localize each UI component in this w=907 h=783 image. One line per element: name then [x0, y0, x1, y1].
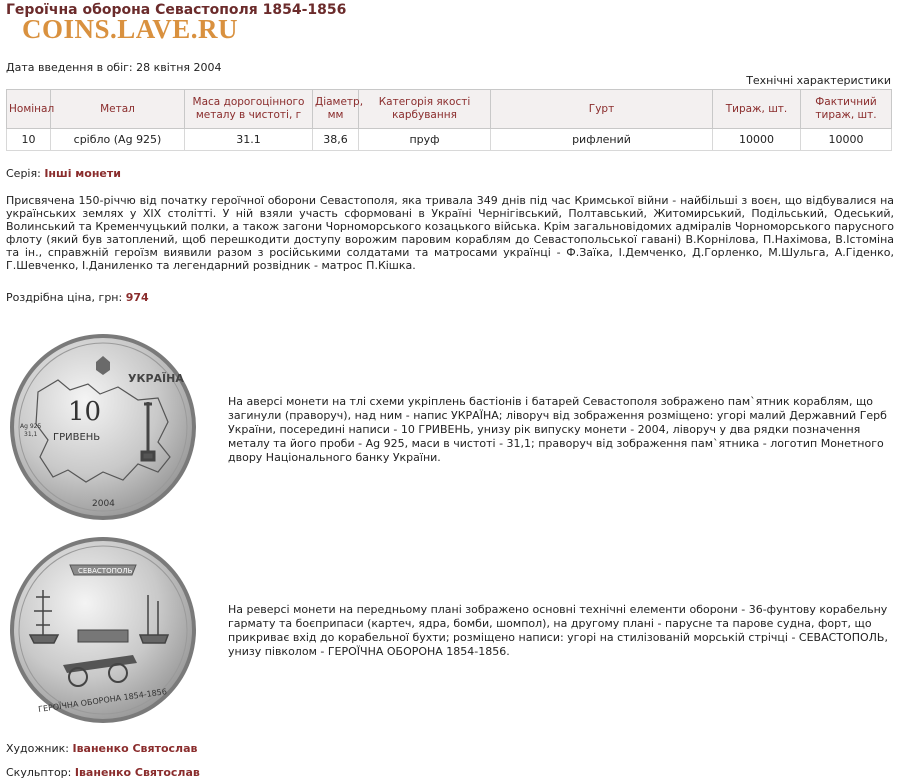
price-label: Роздрібна ціна, грн: [6, 291, 123, 304]
header-nominal: Номінал [7, 90, 51, 129]
table-row [7, 129, 892, 151]
cell-quality: пруф [359, 129, 491, 151]
cell-mass: 31.1 [185, 129, 313, 151]
specs-header-row [7, 90, 892, 129]
header-mass: Маса дорогоцінного металу в чистоті, г [185, 90, 313, 129]
artist-link[interactable]: Іваненко Святослав [72, 742, 198, 755]
coin-obverse-image [8, 332, 198, 522]
intro-date-value: 28 квітня 2004 [136, 61, 222, 74]
sculptor-label: Скульптор: [6, 766, 72, 779]
header-actual-mintage: Фактичний тираж, шт. [801, 90, 892, 129]
fort-icon [78, 630, 128, 642]
obverse-description: На аверсі монети на тлі схеми укріплень бастіонів і батарей Севастополя зображено пам`ятник кораблям, що загинули (праворуч), над ним - напис УКРАЇНА; ліворуч від зображення розміщено: угорі малий Державний Герб України, посередині написи - 10 ГРИВЕНЬ, унизу рік випуску монети - 2004, ліворуч у два рядки позначення металу та його проби - Ag 925, маси в чистоті - 31,1; праворуч від зображення пам`ятника - логотип Монетного двору Національного банку України. [228, 395, 887, 464]
intro-date [6, 61, 222, 74]
coin-metal: Ag 925 [20, 423, 42, 430]
header-diameter: Діаметр, мм [313, 90, 359, 129]
cell-mintage: 10000 [713, 129, 801, 151]
coin-year: 2004 [92, 499, 115, 509]
series-line [6, 167, 121, 180]
price-line [6, 291, 149, 304]
sculptor-line [6, 766, 200, 779]
price-value: 974 [125, 291, 149, 304]
coin-ribbon: СЕВАСТОПОЛЬ [78, 567, 133, 575]
description: Присвячена 150-річчю від початку героїчної оборони Севастополя, яка тривала 349 днів під час Кримської війни - найбільші з воєн, що відбувалися на українських землях у XIX столітті. У ній взяли участь сформовані в Україні Чернігівський, Полтавський, Житомирський, Подільський, Одеський, Волинський та Кременчуцький полки, а також загони Чорноморського козацького війська. Крім загальновідомих адміралів Чорноморського парусного флоту (який був затоплений, щоб перешкодити доступу ворожим паровим кораблям до Севастопольської гавані) В.Корнілова, П.Нахімова, В.Істоміна та ін., справжній героїзм виявили разом з російськими солдатами та матросами українці - Ф.Заїка, І.Демченко, Д.Горленко, М.Шульга, А.Гіденко, Г.Шевченко, І.Даниленко та легендарний розвідник - матрос П.Кішка. [6, 194, 894, 272]
tech-specs-caption: Технічні характеристики [746, 74, 891, 87]
header-mintage: Тираж, шт. [713, 90, 801, 129]
series-link[interactable]: Інші монети [44, 167, 121, 180]
cell-nominal: 10 [7, 129, 51, 151]
coin-country: УКРАЇНА [128, 372, 184, 385]
specs-table [6, 89, 892, 151]
header-edge: Гурт [491, 90, 713, 129]
coin-mass: 31,1 [24, 431, 38, 438]
cell-diameter: 38,6 [313, 129, 359, 151]
cell-edge: рифлений [491, 129, 713, 151]
artist-line [6, 742, 197, 755]
intro-date-label: Дата введення в обіг: [6, 61, 133, 74]
page-title: Героїчна оборона Севастополя 1854-1856 [6, 2, 347, 18]
reverse-description: На реверсі монети на передньому плані зображено основні технічні елементи оборони - 36-фунтову корабельну гармату та боєприпаси (картеч, ядра, бомби, шомпол), на другому плані - парусне та парове судна, форт, що прикриває вхід до корабельної бухти; розміщено написи: угорі на стилізованій морській стрічці - СЕВАСТОПОЛЬ, унизу півколом - ГЕРОЇЧНА ОБОРОНА 1854-1856. [228, 603, 888, 658]
header-metal: Метал [51, 90, 185, 129]
cell-actual-mintage: 10000 [801, 129, 892, 151]
coin-nominal: 10 [68, 397, 102, 427]
cell-metal: срібло (Ag 925) [51, 129, 185, 151]
header-quality: Категорія якості карбування [359, 90, 491, 129]
coin-reverse-image [8, 535, 198, 725]
artist-label: Художник: [6, 742, 69, 755]
series-label: Серія: [6, 167, 41, 180]
coin-currency: ГРИВЕНЬ [53, 432, 101, 443]
coin-legend: ГЕРОЇЧНА ОБОРОНА 1854-1856 [37, 687, 168, 715]
sculptor-link[interactable]: Іваненко Святослав [74, 766, 200, 779]
watermark: COINS.LAVE.RU [22, 14, 239, 44]
